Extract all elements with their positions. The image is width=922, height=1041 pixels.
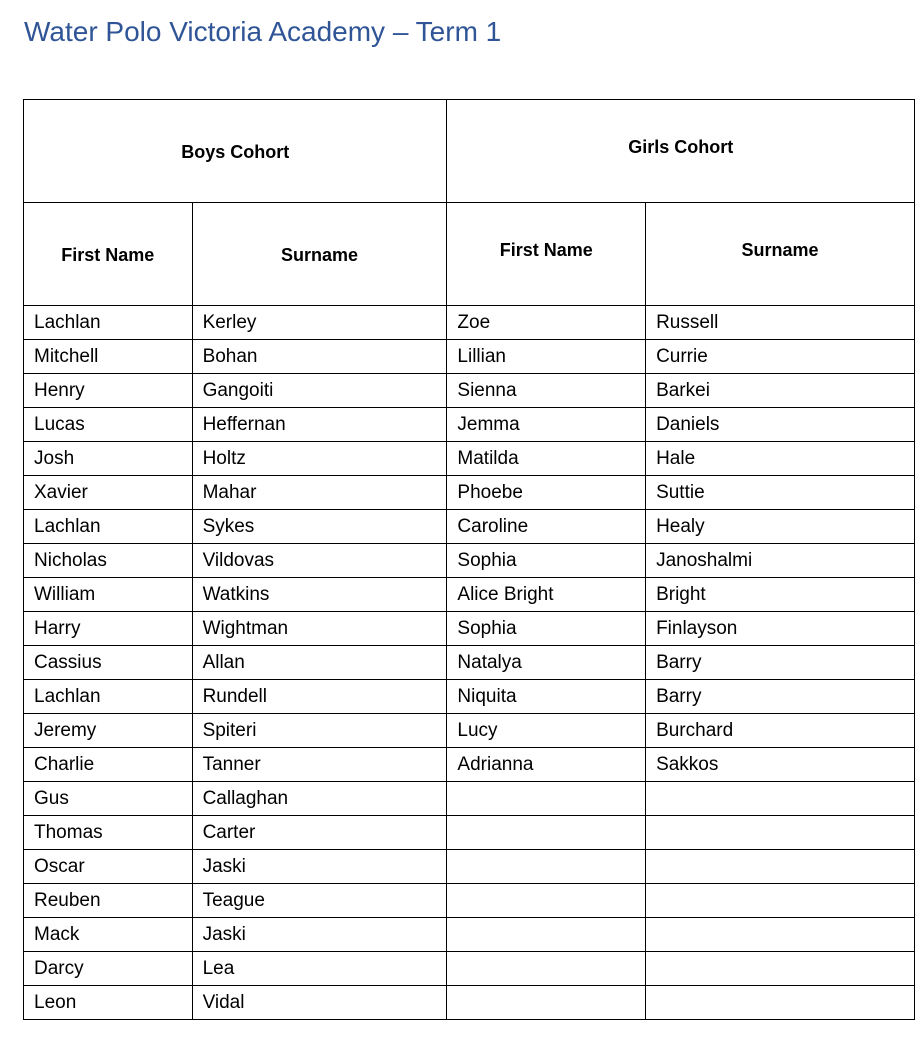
boys-first-name-cell: Cassius	[24, 646, 193, 680]
table-row	[24, 646, 915, 680]
girls-first-name-cell: Sienna	[447, 374, 646, 408]
boys-surname-cell: Tanner	[192, 748, 447, 782]
girls-surname-cell	[646, 986, 915, 1020]
table-row	[24, 884, 915, 918]
girls-surname-cell: Hale	[646, 442, 915, 476]
girls-first-name-cell: Lillian	[447, 340, 646, 374]
girls-surname-cell: Finlayson	[646, 612, 915, 646]
boys-first-name-cell: Reuben	[24, 884, 193, 918]
boys-surname-cell: Sykes	[192, 510, 447, 544]
girls-first-name-cell: Niquita	[447, 680, 646, 714]
boys-surname-cell: Holtz	[192, 442, 447, 476]
boys-first-name-cell: Jeremy	[24, 714, 193, 748]
table-row	[24, 748, 915, 782]
girls-first-name-cell: Zoe	[447, 306, 646, 340]
column-header-row	[24, 203, 915, 306]
roster-table	[23, 99, 915, 1020]
boys-surname-cell: Wightman	[192, 612, 447, 646]
boys-surname-cell: Allan	[192, 646, 447, 680]
girls-surname-cell: Janoshalmi	[646, 544, 915, 578]
girls-surname-cell: Russell	[646, 306, 915, 340]
girls-surname-cell: Daniels	[646, 408, 915, 442]
girls-first-name-cell	[447, 850, 646, 884]
girls-first-name-cell	[447, 918, 646, 952]
girls-first-name-cell: Natalya	[447, 646, 646, 680]
girls-surname-cell	[646, 952, 915, 986]
table-row	[24, 306, 915, 340]
girls-surname-cell: Bright	[646, 578, 915, 612]
boys-surname-cell: Lea	[192, 952, 447, 986]
girls-first-name-cell: Caroline	[447, 510, 646, 544]
girls-surname-header: Surname	[646, 203, 915, 306]
girls-surname-cell	[646, 782, 915, 816]
girls-surname-cell: Currie	[646, 340, 915, 374]
boys-surname-cell: Mahar	[192, 476, 447, 510]
boys-first-name-cell: Nicholas	[24, 544, 193, 578]
girls-first-name-cell: Phoebe	[447, 476, 646, 510]
table-row	[24, 408, 915, 442]
boys-surname-cell: Vildovas	[192, 544, 447, 578]
boys-first-name-cell: Harry	[24, 612, 193, 646]
table-row	[24, 612, 915, 646]
table-row	[24, 986, 915, 1020]
boys-first-name-cell: William	[24, 578, 193, 612]
girls-surname-cell	[646, 918, 915, 952]
boys-first-name-cell: Lachlan	[24, 680, 193, 714]
boys-surname-cell: Jaski	[192, 918, 447, 952]
girls-surname-cell: Barry	[646, 680, 915, 714]
table-row	[24, 544, 915, 578]
boys-first-name-cell: Mitchell	[24, 340, 193, 374]
table-row	[24, 374, 915, 408]
girls-first-name-cell: Sophia	[447, 612, 646, 646]
boys-surname-cell: Kerley	[192, 306, 447, 340]
boys-first-name-cell: Lucas	[24, 408, 193, 442]
girls-surname-cell: Barkei	[646, 374, 915, 408]
boys-first-name-cell: Josh	[24, 442, 193, 476]
girls-surname-cell	[646, 816, 915, 850]
girls-first-name-cell: Adrianna	[447, 748, 646, 782]
girls-surname-cell: Sakkos	[646, 748, 915, 782]
boys-surname-cell: Teague	[192, 884, 447, 918]
boys-surname-cell: Heffernan	[192, 408, 447, 442]
boys-surname-cell: Rundell	[192, 680, 447, 714]
boys-first-name-cell: Lachlan	[24, 306, 193, 340]
girls-cohort-heading: Girls Cohort	[447, 100, 915, 203]
table-row	[24, 816, 915, 850]
table-row	[24, 510, 915, 544]
boys-surname-cell: Callaghan	[192, 782, 447, 816]
document-title: Water Polo Victoria Academy – Term 1	[24, 16, 502, 47]
girls-surname-cell: Healy	[646, 510, 915, 544]
girls-surname-cell: Barry	[646, 646, 915, 680]
table-row	[24, 952, 915, 986]
girls-surname-cell	[646, 884, 915, 918]
girls-first-name-cell: Jemma	[447, 408, 646, 442]
cohort-header-row	[24, 100, 915, 203]
boys-surname-cell: Vidal	[192, 986, 447, 1020]
table-row	[24, 850, 915, 884]
boys-first-name-cell: Charlie	[24, 748, 193, 782]
girls-first-name-cell	[447, 884, 646, 918]
girls-first-name-cell	[447, 782, 646, 816]
boys-surname-cell: Carter	[192, 816, 447, 850]
boys-surname-cell: Jaski	[192, 850, 447, 884]
girls-surname-cell	[646, 850, 915, 884]
boys-surname-cell: Spiteri	[192, 714, 447, 748]
girls-first-name-cell	[447, 816, 646, 850]
table-row	[24, 578, 915, 612]
boys-first-name-cell: Darcy	[24, 952, 193, 986]
boys-first-name-cell: Leon	[24, 986, 193, 1020]
table-row	[24, 714, 915, 748]
boys-surname-cell: Watkins	[192, 578, 447, 612]
boys-first-name-cell: Lachlan	[24, 510, 193, 544]
boys-cohort-heading: Boys Cohort	[24, 100, 447, 203]
boys-first-name-cell: Xavier	[24, 476, 193, 510]
girls-first-name-cell	[447, 952, 646, 986]
boys-surname-header: Surname	[192, 203, 447, 306]
boys-first-name-header: First Name	[24, 203, 193, 306]
table-row	[24, 918, 915, 952]
boys-first-name-cell: Thomas	[24, 816, 193, 850]
girls-surname-cell: Burchard	[646, 714, 915, 748]
boys-first-name-cell: Gus	[24, 782, 193, 816]
girls-surname-cell: Suttie	[646, 476, 915, 510]
table-row	[24, 476, 915, 510]
table-row	[24, 782, 915, 816]
table-row	[24, 442, 915, 476]
table-row	[24, 340, 915, 374]
boys-first-name-cell: Henry	[24, 374, 193, 408]
table-row	[24, 680, 915, 714]
boys-first-name-cell: Oscar	[24, 850, 193, 884]
boys-first-name-cell: Mack	[24, 918, 193, 952]
girls-first-name-cell: Alice Bright	[447, 578, 646, 612]
boys-surname-cell: Bohan	[192, 340, 447, 374]
girls-first-name-cell: Lucy	[447, 714, 646, 748]
girls-first-name-cell: Sophia	[447, 544, 646, 578]
girls-first-name-header: First Name	[447, 203, 646, 306]
boys-surname-cell: Gangoiti	[192, 374, 447, 408]
girls-first-name-cell	[447, 986, 646, 1020]
girls-first-name-cell: Matilda	[447, 442, 646, 476]
